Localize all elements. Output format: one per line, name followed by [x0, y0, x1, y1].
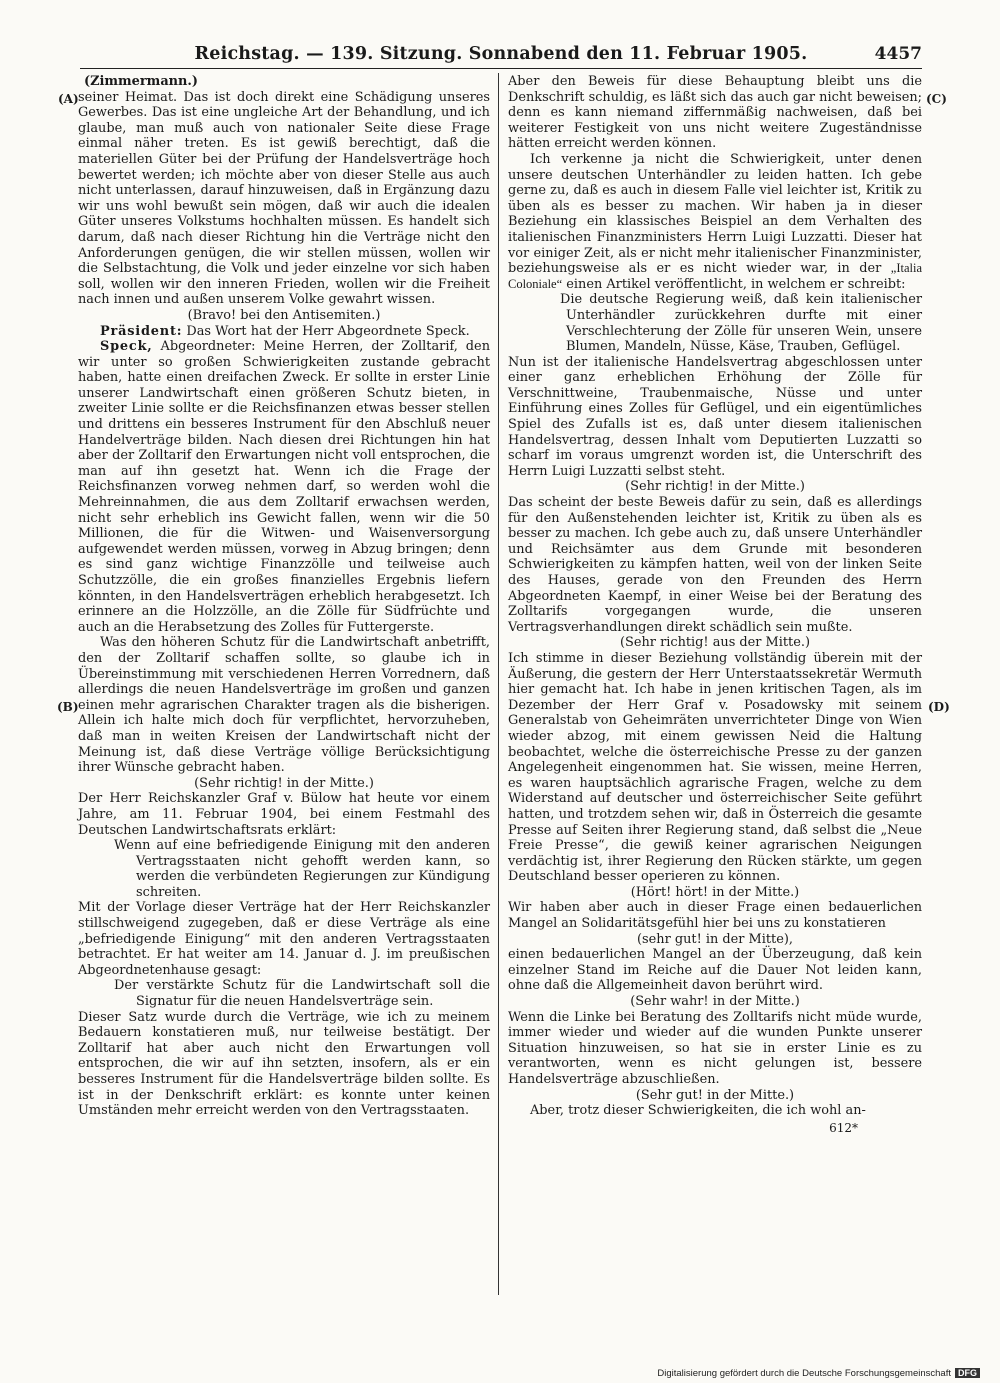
reaction: (sehr gut! in der Mitte),: [637, 931, 793, 947]
margin-mark-a: (A): [58, 92, 79, 106]
header-title: Reichstag. — 139. Sitzung. Sonnabend den 11. Februar 1905.: [194, 44, 808, 64]
footer-text: Digitalisierung gefördert durch die Deutsche Forschungsgemeinschaft: [657, 1368, 951, 1379]
paragraph: Das scheint der beste Beweis dafür zu sein, daß es allerdings für den Außenstehenden leichter ist, Kritik zu üben als es besser zu machen. Ich gebe auch zu, daß unsere Unterhändler und Reichsämter aus dem Grunde mit besonderen Schwierigkeiten zu kämpfen hatten, weil von der linken Seite des Hauses, gerade von den Freunden des Herrn Abgeordneten Kaempf, in einer Weise bei der Beratung des Zolltarifs vorgegangen wurde, die unseren Vertragsverhandlungen direkt schädlich sein mußte.: [508, 495, 922, 635]
reaction: (Sehr wahr! in der Mitte.): [630, 994, 800, 1010]
running-header: [80, 44, 922, 69]
reaction: (Sehr richtig! in der Mitte.): [194, 775, 374, 791]
paragraph: Was den höheren Schutz für die Landwirtschaft anbetrifft, den der Zolltarif schaffen sollte, so glaube ich in Übereinstimmung mit verschiedenen Herren Vorrednern, daß allerdings die neuen Handelsverträge im großen und ganzen einen mehr agrarischen Charakter tragen als die bisherigen. Allein ich halte mich doch für verpflichtet, hervorzuheben, daß man in weiten Kreisen der Landwirtschaft nicht der Meinung ist, daß diese Verträge völlige Berücksichtigung ihrer Wünsche gebracht haben.: [78, 635, 490, 776]
paragraph: Mit der Vorlage dieser Verträge hat der Herr Reichskanzler stillschweigend zugegeben, daß er diese Verträge als eine „befriedigende Einigung“ mit den anderen Vertragsstaaten betrachtet. Er hat weiter am 14. Januar d. J. im preußischen Abgeordnetenhause gesagt:: [78, 900, 490, 978]
paragraph-text: einen Artikel veröffentlicht, in welchem er schreibt:: [566, 276, 906, 292]
paragraph-text: Abgeordneter: Meine Herren, der Zolltarif, den wir unter so großen Schwierigkeiten zustande gebracht haben, hatte einen dreifachen Zweck. Er sollte in erster Linie unserer Landwirtschaft einen größeren Schutz bieten, in zweiter Linie sollte er die Reichsfinanzen etwas besser stellen und drittens ein besseres Instrument für den Abschluß neuer Handelverträge bilden. Nach diesen drei Richtungen hin hat aber der Zolltarif den Erwartungen nicht voll entsprochen, die man auf ihn gesetzt hat. Wenn ich die Frage der Reichsfinanzen vorweg nehmen darf, so werden wohl die Mehreinnahmen, die aus dem Zolltarif erwachsen werden, nicht sehr erheblich ins Gewicht fallen, wenn wir die 50 Millionen, die für die Witwen- und Waisenversorgung aufgewendet werden müssen, vorweg in Abzug bringen; denn es sind ganz wichtige Finanzzölle und teilweise auch Schutzzölle, die ein großes finanzielles Ergebnis liefern könnten, in den Handelsverträgen erheblich herabgesetzt. Ich erinnere an die Holzzölle, an die Zölle für Südfrüchte und auch an die Herabsetzung des Zolles für Futtergerste.: [78, 339, 490, 635]
quotation: Wenn auf eine befriedigende Einigung mit den anderen Vertragsstaaten nicht gehofft werden kann, so werden die verbündeten Regierungen zur Kündigung schreiten.: [114, 838, 490, 900]
reaction: (Hört! hört! in der Mitte.): [630, 884, 800, 900]
paragraph: Aber, trotz dieser Schwierigkeiten, die ich wohl an-: [530, 1103, 866, 1119]
left-column: [78, 74, 490, 1119]
reaction: (Bravo! bei den Antisemiten.): [187, 307, 381, 323]
paragraph: Ich stimme in dieser Beziehung vollständig überein mit der Äußerung, die gestern der Herr Unterstaatssekretär Wermuth hier gemacht hat. Ich habe in jenen kritischen Tagen, als im Dezember der Herr Graf v. Posadowsky mit seinem Generalstab von Geheimräten unverrichteter Dinge von Wien wieder abzog, mit einem gewissen Neid die Haltung beobachtet, welche die österreichische Presse zu der ganzen Angelegenheit eingenommen hat. Sie wissen, meine Herren, es waren hauptsächlich agrarische Fragen, welche zu dem Widerstand auf deutscher und österreichischer Seite geführt hatten, und trotzdem sehen wir, daß in Österreich die gesamte Presse auf Seiten ihrer Regierung stand, daß selbst die „Neue Freie Presse“, die gewiß keiner agrarischen Neigungen verdächtig ist, ihrer Regierung den Rücken stärkte, um gegen Deutschland besser operieren zu können.: [508, 650, 922, 885]
page-number: 4457: [874, 44, 922, 64]
paragraph: einen bedauerlichen Mangel an der Überzeugung, daß kein einzelner Stand im Reiche auf die Dauer Not leiden kann, ohne daß die Allgemeinheit davon berührt wird.: [508, 947, 922, 994]
speck-paragraph: [78, 339, 490, 635]
quotation: Der verstärkte Schutz für die Landwirtschaft soll die Signatur für die neuen Handelsverträge sein.: [114, 978, 490, 1010]
paragraph: Wenn die Linke bei Beratung des Zolltarifs nicht müde wurde, immer wieder und wieder auf die wunden Punkte unserer Situation hinzuweisen, so hat sie in erster Linie es zu verantworten, wenn es nicht gelungen ist, bessere Handelsverträge abzuschließen.: [508, 1009, 922, 1087]
reaction: (Sehr richtig! in der Mitte.): [625, 479, 805, 495]
reaction: (Sehr richtig! aus der Mitte.): [620, 635, 810, 651]
right-column: [508, 74, 922, 1136]
speaker-label: Speck,: [100, 339, 153, 355]
speaker-label: Präsident:: [100, 323, 183, 339]
paragraph-text: Das Wort hat der Herr Abgeordnete Speck.: [186, 323, 470, 339]
margin-mark-b: (B): [57, 700, 79, 714]
margin-mark-d: (D): [928, 700, 950, 714]
column-divider: [498, 73, 499, 1295]
paragraph: Aber den Beweis für diese Behauptung bleibt uns die Denkschrift schuldig, es läßt sich das auch gar nicht beweisen; denn es kann niemand ziffernmäßig nachweisen, daß bei weiterer Festigkeit von uns nicht weitere Zugeständnisse hätten erreicht werden können.: [508, 74, 922, 152]
publication-title: „Italia Coloniale“: [508, 261, 922, 291]
paragraph-text: Ich verkenne ja nicht die Schwierigkeit, unter denen unsere deutschen Unterhändler zu leiden hatten. Ich gebe gerne zu, daß es auch in diesem Falle viel leichter ist, Kritik zu üben als es besser zu machen. Wir haben ja in dieser Beziehung ein klassisches Beispiel an dem Verhalten des italienischen Finanzministers Herrn Luigi Luzzatti. Dieser hat vor einiger Zeit, als er nicht mehr italienischer Finanzminister, beziehungsweise als er es nicht wieder war, in der: [508, 151, 922, 277]
paragraph: Nun ist der italienische Handelsvertrag abgeschlossen unter einer ganz erheblichen Erhöhung der Zölle für Verschnittweine, Traubenmaische, Nüsse und unter Einführung eines Zolles für Geflügel, und ein eigentümliches Spiel des Zufalls ist es, daß unter diesem italienischen Handelsvertrag, dessen Inhalt vom Deputierten Luzzatti so scharf im voraus umgrenzt worden ist, die Unterschrift des Herrn Luigi Luzzatti selbst steht.: [508, 354, 922, 479]
speaker-reference: (Zimmermann.): [84, 74, 199, 89]
paragraph: [508, 152, 922, 292]
margin-mark-c: (C): [926, 92, 947, 106]
quotation: Die deutsche Regierung weiß, daß kein italienischer Unterhändler zurückkehren durfte mit einer Verschlechterung der Zölle für unseren Wein, unsere Blumen, Mandeln, Nüsse, Käse, Trauben, Geflügel.: [560, 292, 922, 355]
digitization-footer: [657, 1368, 980, 1379]
dfg-logo: DFG: [955, 1368, 980, 1378]
paragraph: Der Herr Reichskanzler Graf v. Bülow hat heute vor einem Jahre, am 11. Februar 1904, bei einem Festmahl des Deutschen Landwirtschaftsrats erklärt:: [78, 791, 490, 838]
paragraph: Dieser Satz wurde durch die Verträge, wie ich zu meinem Bedauern konstatieren muß, nur teilweise bestätigt. Der Zolltarif hat aber auch nicht den Erwartungen voll entsprochen, die wir auf ihn setzten, insofern, als er ein besseres Instrument für die Handelsverträge bilden sollte. Es ist in der Denkschrift erklärt: es konnte unter keinen Umständen mehr erreicht werden von den Vertragsstaaten.: [78, 1009, 490, 1119]
president-paragraph: [78, 324, 490, 340]
paragraph: Wir haben aber auch in dieser Frage einen bedauerlichen Mangel an Solidaritätsgefühl hier bei uns zu konstatieren: [508, 900, 922, 932]
paragraph: seiner Heimat. Das ist doch direkt eine Schädigung unseres Gewerbes. Das ist eine ungleiche Art der Behandlung, und ich glaube, man muß auch von nationaler Seite diese Frage einmal näher treten. Es ist gewiß berechtigt, daß die materiellen Güter bei der Prüfung der Handelsverträge hoch bewertet werden; ich möchte aber von dieser Stelle aus auch nicht unterlassen, darauf hinzuweisen, daß in Ergänzung dazu wir uns wohl bewußt sein mögen, daß wir auch die idealen Güter unseres Volkstums hochhalten müssen. Es handelt sich darum, daß nach dieser Richtung hin die Verträge nicht den Anforderungen genügen, die wir stellen müssen, wollen wir die Selbstachtung, die Volk und jeder einzelne vor sich haben soll, wollen wir den inneren Frieden, wollen wir die Freiheit nach innen und außen unserem Volke gewahrt wissen.: [78, 89, 490, 308]
reaction: (Sehr gut! in der Mitte.): [635, 1087, 795, 1103]
signature-mark: 612*: [829, 1120, 858, 1135]
